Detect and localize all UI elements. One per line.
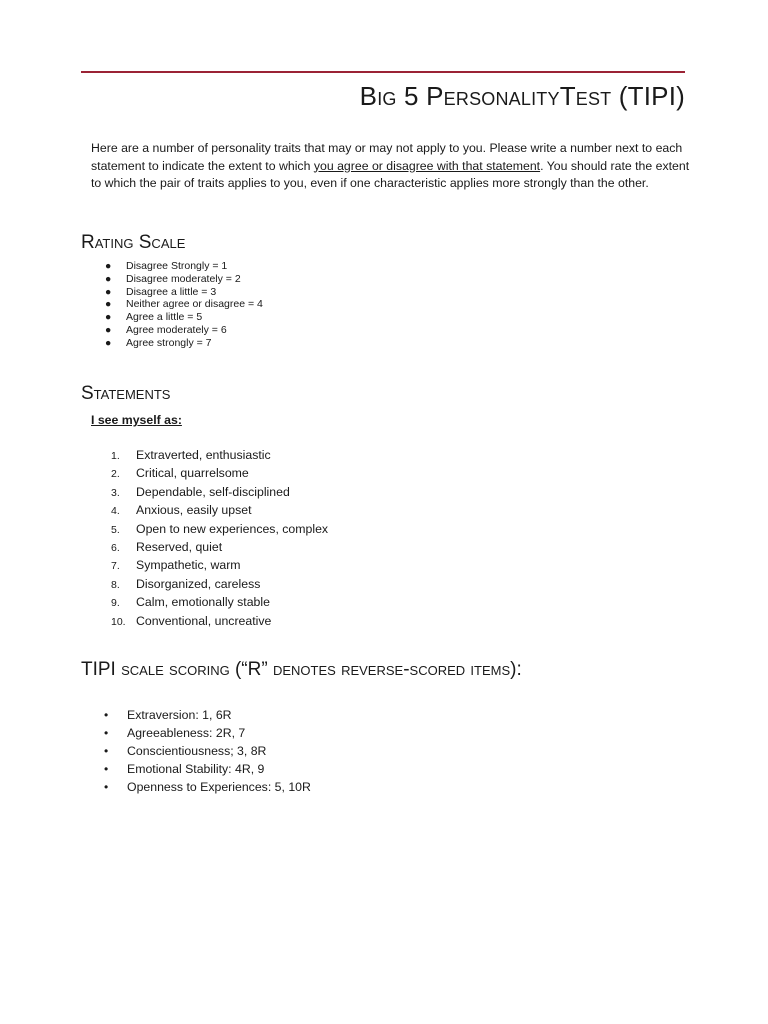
statement-text: Calm, emotionally stable [136, 595, 270, 610]
bullet-icon: ● [105, 272, 112, 285]
statement-item [111, 484, 328, 502]
statement-text: Critical, quarrelsome [136, 466, 249, 481]
bullet-icon: ● [105, 323, 112, 336]
statement-text: Conventional, uncreative [136, 613, 272, 628]
bullet-icon: • [104, 780, 109, 794]
statement-text: Reserved, quiet [136, 540, 223, 555]
statement-item [111, 447, 328, 465]
rating-scale-item [105, 260, 263, 273]
scoring-item-text: Extraversion: 1, 6R [127, 708, 232, 722]
scoring-item-text: Agreeableness: 2R, 7 [127, 726, 246, 740]
statement-text: Anxious, easily upset [136, 503, 252, 518]
statement-number: 4. [111, 505, 120, 518]
bullet-icon: • [104, 726, 109, 740]
rating-scale-item [105, 337, 263, 350]
statement-item [111, 576, 328, 594]
rating-scale-list [105, 260, 263, 350]
rating-scale-item [105, 311, 263, 324]
statement-number: 3. [111, 486, 120, 499]
scoring-item [104, 706, 311, 724]
scoring-item [104, 742, 311, 760]
statement-text: Dependable, self-disciplined [136, 484, 290, 499]
bullet-icon: • [104, 708, 109, 722]
rating-scale-item [105, 286, 263, 299]
rating-scale-heading: Rating Scale [81, 232, 186, 253]
scoring-item [104, 778, 311, 796]
rating-scale-item-text: Neither agree or disagree = 4 [126, 298, 263, 311]
statement-number: 7. [111, 560, 120, 573]
statement-text: Disorganized, careless [136, 576, 261, 591]
document-title: Big 5 PersonalityTest (TIPI) [359, 81, 685, 111]
rating-scale-item-text: Disagree a little = 3 [126, 285, 217, 298]
statement-number: 5. [111, 523, 120, 536]
bullet-icon: ● [105, 285, 112, 298]
bullet-icon: • [104, 744, 109, 758]
statement-text: Open to new experiences, complex [136, 521, 329, 536]
scoring-list [104, 706, 311, 796]
statement-item [111, 539, 328, 557]
scoring-heading: TIPI scale scoring (“R” denotes reverse-scored items): [81, 659, 522, 680]
statement-item [111, 521, 328, 539]
rating-scale-item [105, 298, 263, 311]
statement-item [111, 502, 328, 520]
rating-scale-item-text: Agree a little = 5 [126, 311, 203, 324]
rating-scale-item-text: Agree strongly = 7 [126, 336, 212, 349]
bullet-icon: ● [105, 260, 112, 272]
rating-scale-item [105, 324, 263, 337]
statement-item [111, 594, 328, 612]
statement-item [111, 557, 328, 575]
statement-item [111, 465, 328, 483]
statement-number: 10. [111, 615, 126, 628]
statement-number: 2. [111, 468, 120, 481]
statement-number: 9. [111, 597, 120, 610]
statement-number: 6. [111, 542, 120, 555]
statement-number: 1. [111, 450, 120, 462]
header-rule [81, 71, 685, 73]
rating-scale-item [105, 273, 263, 286]
intro-paragraph [91, 140, 691, 193]
scoring-item-text: Emotional Stability: 4R, 9 [127, 762, 265, 776]
bullet-icon: ● [105, 311, 112, 324]
bullet-icon: • [104, 762, 109, 776]
statements-lead: I see myself as: [91, 413, 182, 427]
statement-text: Extraverted, enthusiastic [136, 448, 271, 462]
statement-text: Sympathetic, warm [136, 558, 241, 573]
statements-list [111, 447, 328, 631]
rating-scale-item-text: Agree moderately = 6 [126, 323, 227, 336]
bullet-icon: ● [105, 336, 112, 349]
rating-scale-item-text: Disagree Strongly = 1 [126, 260, 228, 272]
scoring-item-text: Openness to Experiences: 5, 10R [127, 780, 311, 794]
intro-text-end: . You should rate the extent to which the pair of traits applies to you, even if one characteristic applies more strongly than the other. [91, 158, 690, 190]
statements-heading: Statements [81, 383, 171, 404]
scoring-item [104, 760, 311, 778]
intro-underlined-text: you agree or disagree with that statement [313, 158, 541, 173]
scoring-item [104, 724, 311, 742]
statement-item [111, 613, 328, 631]
statement-number: 8. [111, 578, 120, 591]
bullet-icon: ● [105, 298, 112, 311]
rating-scale-item-text: Disagree moderately = 2 [126, 272, 241, 285]
intro-text-start: Here are a number of personality traits that may or may not apply to you. Please write a number next to each statement to indicate the extent to which [91, 141, 683, 173]
scoring-item-text: Conscientiousness; 3, 8R [127, 744, 267, 758]
